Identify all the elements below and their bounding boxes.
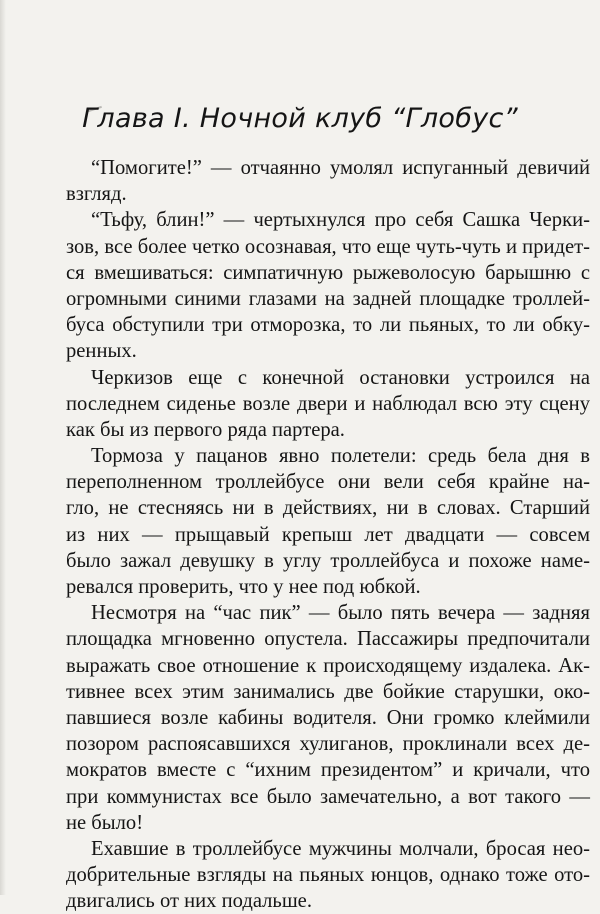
chapter-body: [66, 155, 590, 914]
text-line: последнем сиденье возле двери и наблюдал всю эту сцену: [66, 392, 590, 415]
text-line: было зажал девушку в углу троллейбуса и похоже наме-: [66, 549, 590, 572]
text-line: как бы из первого ряда партера.: [66, 418, 345, 441]
text-line: павшиеся возле кабины водителя. Они громко клеймили: [66, 706, 590, 729]
text-line: тивнее всех этим занимались две бойкие старушки, око-: [66, 680, 590, 703]
text-line: из них — прыщавый крепыш лет двадцати — совсем: [66, 523, 590, 546]
text-line: зов, все более четко осознавая, что еще чуть-чуть и придет-: [66, 235, 590, 258]
text-line: Ехавшие в троллейбусе мужчины молчали, бросая нео-: [91, 837, 590, 860]
text-line: Несмотря на “час пик” — было пять вечера — задняя: [91, 602, 590, 625]
text-line: площадка мгновенно опустела. Пассажиры предпочитали: [66, 628, 590, 651]
text-line: позором распоясавшихся хулиганов, проклинали всех де-: [66, 733, 590, 756]
page-edge-shadow: [0, 0, 6, 895]
text-line: Черкизов еще с конечной остановки устроился на: [91, 366, 590, 389]
text-line: переполненном троллейбусе они вели себя крайне на-: [66, 471, 590, 494]
text-line: “Помогите!” — отчаянно умолял испуганный девичий: [91, 157, 590, 179]
text-line: добрительные взгляды на пьяных юнцов, однако тоже ото-: [66, 864, 590, 887]
text-line: взгляд.: [66, 183, 127, 206]
text-line: огромными синими глазами на задней площадке троллей-: [66, 287, 590, 310]
text-line: гло, не стесняясь ни в действиях, ни в словах. Старший: [66, 497, 590, 520]
text-line: двигались от них подальше.: [66, 890, 312, 913]
text-line: не было!: [66, 811, 144, 834]
text-line: при коммунистах все было замечательно, а вот такого —: [66, 785, 590, 808]
text-line: выражать свое отношение к происходящему издалека. Ак-: [66, 654, 590, 677]
text-line: “Тьфу, блин!” — чертыхнулся про себя Сашка Черки-: [91, 209, 590, 232]
text-line: ревался проверить, что у нее под юбкой.: [66, 576, 421, 598]
chapter-title: Глава I. Ночной клуб “Глобус”: [82, 103, 518, 134]
text-line: ся вмешиваться: симпатичную рыжеволосую барышню с: [66, 261, 590, 284]
text-line: Тормоза у пацанов явно полетели: средь бела дня в: [91, 445, 590, 468]
text-line: мократов вместе с “ихним президентом” и кричали, что: [66, 759, 590, 782]
text-line: ренных.: [66, 340, 137, 363]
text-line: буса обступили три отморозка, то ли пьяных, то ли обку-: [66, 314, 590, 337]
